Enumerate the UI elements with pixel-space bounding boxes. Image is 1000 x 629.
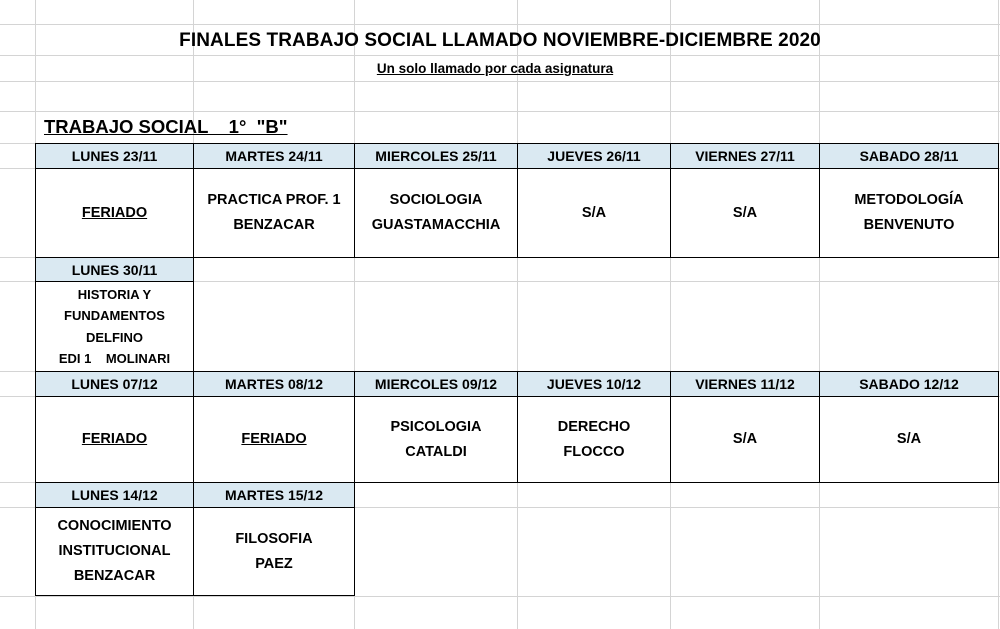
exam-cell [193, 507, 355, 596]
exam-cell [517, 396, 671, 483]
exam-cell [819, 396, 999, 483]
exam-line: HISTORIA Y [77, 286, 152, 302]
exam-line: S/A [896, 431, 922, 447]
exam-line: S/A [732, 204, 758, 221]
exam-cell [193, 396, 355, 483]
day-header: JUEVES 10/12 [517, 371, 671, 397]
exam-cell [35, 507, 194, 596]
exam-line: FERIADO [241, 431, 307, 447]
exam-line: PRACTICA PROF. 1 [207, 192, 341, 208]
day-header: JUEVES 26/11 [517, 143, 671, 169]
day-header: SABADO 12/12 [819, 371, 999, 397]
day-header: MARTES 08/12 [193, 371, 355, 397]
exam-line: S/A [581, 204, 607, 221]
exam-line: METODOLOGÍA [854, 192, 964, 208]
day-header: LUNES 30/11 [35, 257, 194, 282]
exam-cell [670, 396, 820, 483]
exam-line: SOCIOLOGIA [389, 192, 483, 208]
day-header: MARTES 24/11 [193, 143, 355, 169]
course-heading: TRABAJO SOCIAL 1° "B" [44, 116, 288, 137]
exam-line: BENZACAR [233, 217, 315, 233]
exam-line: CATALDI [405, 443, 467, 460]
day-header: LUNES 23/11 [35, 143, 194, 169]
exam-cell [670, 168, 820, 258]
day-header: MIERCOLES 09/12 [354, 371, 518, 397]
exam-cell [819, 168, 999, 258]
day-header: SABADO 28/11 [819, 143, 999, 169]
exam-line: BENZACAR [73, 568, 156, 584]
exam-line: CONOCIMIENTO [57, 518, 172, 534]
day-header: VIERNES 27/11 [670, 143, 820, 169]
day-header: LUNES 07/12 [35, 371, 194, 397]
page-subtitle: Un solo llamado por cada asignatura [376, 61, 614, 76]
exam-cell [35, 396, 194, 483]
exam-cell [35, 281, 194, 372]
day-header: VIERNES 11/12 [670, 371, 820, 397]
exam-line: S/A [732, 431, 758, 447]
exam-line: DELFINO [85, 329, 144, 345]
page-title: FINALES TRABAJO SOCIAL LLAMADO NOVIEMBRE-DICIEMBRE 2020 [179, 30, 821, 51]
exam-line: EDI 1 MOLINARI [58, 351, 171, 366]
exam-cell [354, 396, 518, 483]
exam-line: FERIADO [81, 431, 148, 447]
exam-line: BENVENUTO [863, 217, 955, 233]
exam-line: FUNDAMENTOS [64, 308, 165, 323]
exam-cell [354, 168, 518, 258]
day-header: LUNES 14/12 [35, 482, 194, 508]
exam-line: INSTITUCIONAL [58, 543, 171, 559]
exam-cell [193, 168, 355, 258]
exam-line: FILOSOFIA [235, 530, 313, 547]
exam-line: GUASTAMACCHIA [371, 217, 501, 233]
exam-line: PSICOLOGIA [390, 418, 482, 435]
day-header: MARTES 15/12 [193, 482, 355, 508]
exam-line: DERECHO [557, 418, 631, 435]
exam-cell [517, 168, 671, 258]
exam-line: FLOCCO [563, 443, 625, 460]
exam-line: PAEZ [255, 555, 293, 572]
exam-cell [35, 168, 194, 258]
exam-line: FERIADO [81, 204, 148, 221]
day-header: MIERCOLES 25/11 [354, 143, 518, 169]
